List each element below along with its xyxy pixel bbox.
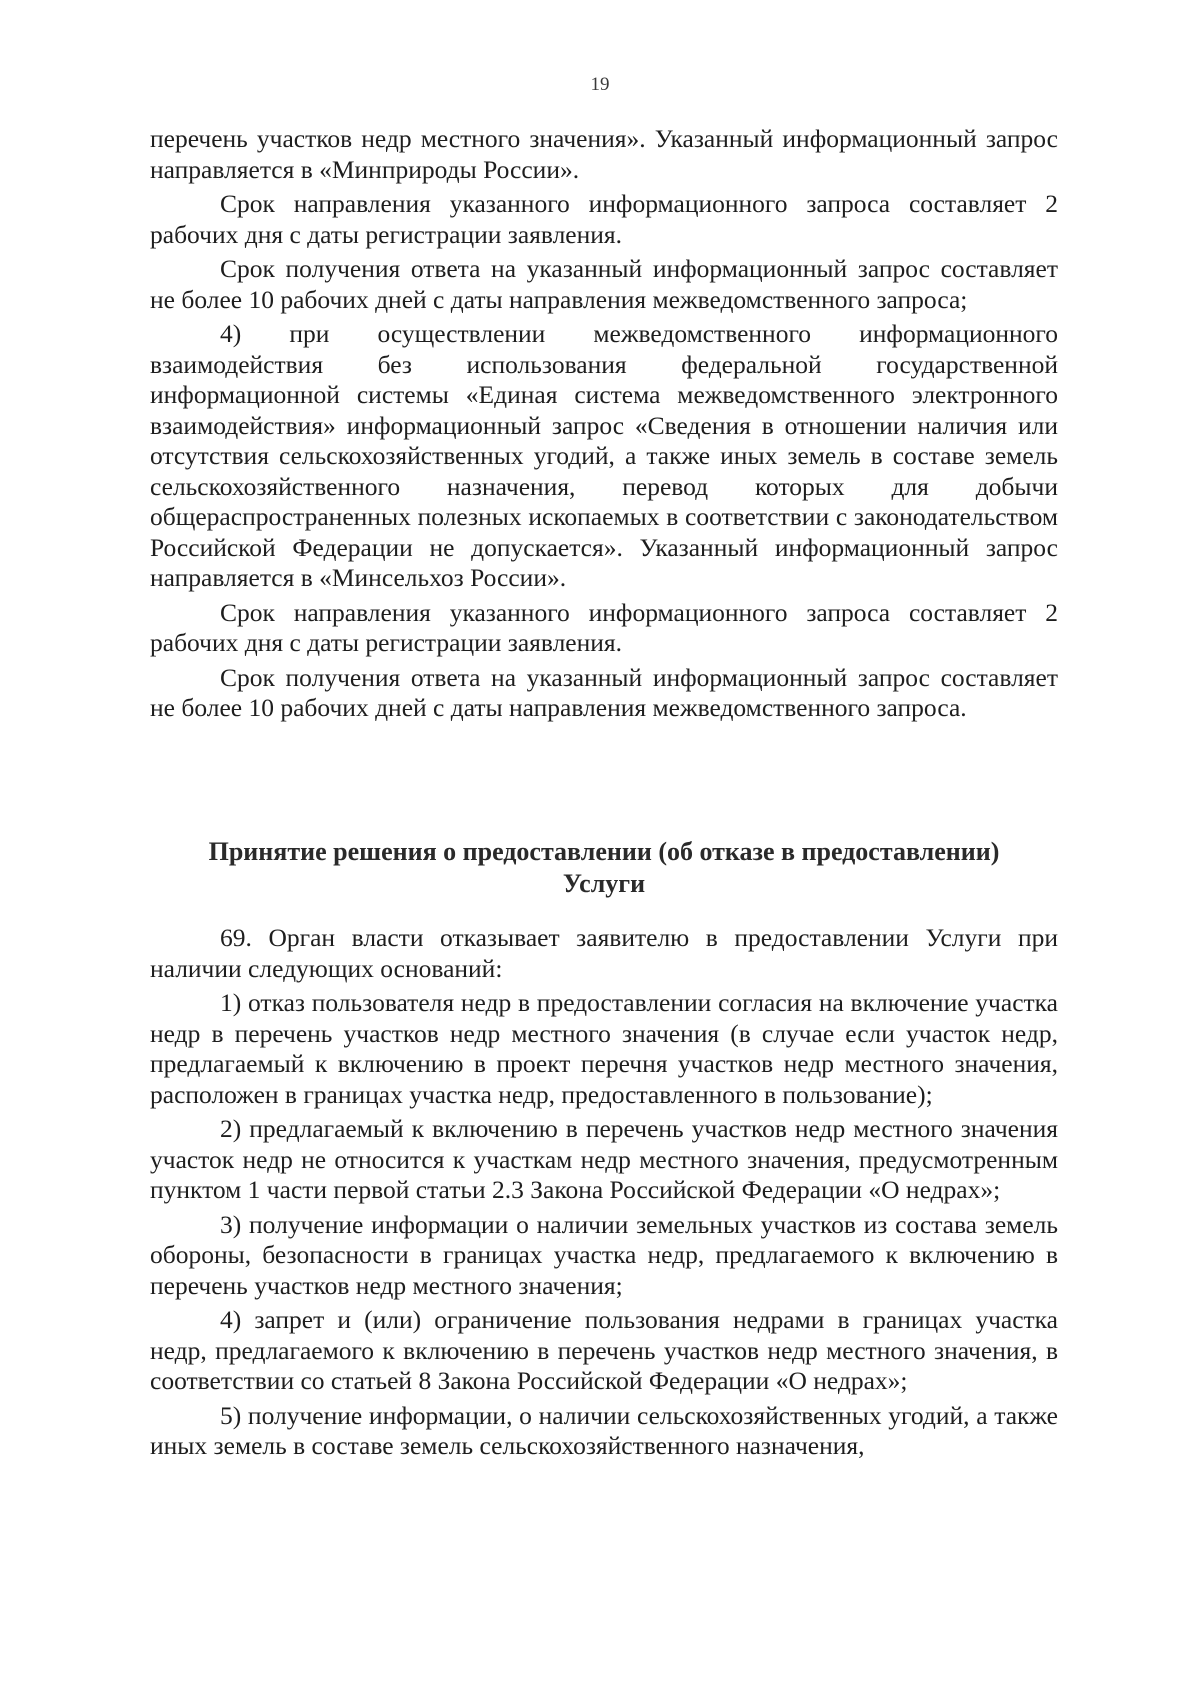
- bottom-text-block: [150, 923, 1058, 1466]
- section-heading: [150, 836, 1058, 900]
- list-item: 4) запрет и (или) ограничение пользования недрами в границах участка недр, предлагаемого к включению в перечень участков недр местного значения, в соответствии со статьей 8 Закона Российской Федерации «О недрах»;: [150, 1305, 1058, 1395]
- paragraph: 69. Орган власти отказывает заявителю в предоставлении Услуги при наличии следующих оснований:: [150, 923, 1058, 983]
- list-item: 5) получение информации, о наличии сельскохозяйственных угодий, а также иных земель в составе земель сельскохозяйственного назначения,: [150, 1400, 1058, 1460]
- section-heading-line: Услуги: [562, 869, 646, 898]
- paragraph: Срок получения ответа на указанный информационный запрос составляет не более 10 рабочих дней с даты направления межведомственного запроса;: [150, 254, 1058, 314]
- paragraph: Срок получения ответа на указанный информационный запрос составляет не более 10 рабочих дней с даты направления межведомственного запроса.: [150, 662, 1058, 722]
- paragraph: Срок направления указанного информационного запроса составляет 2 рабочих дня с даты регистрации заявления.: [150, 189, 1058, 249]
- list-item: 2) предлагаемый к включению в перечень участков недр местного значения участок недр не относится к участкам недр местного значения, предусмотренным пунктом 1 части первой статьи 2.3 Закона Российской Федерации «О недрах»;: [150, 1114, 1058, 1204]
- paragraph: Срок направления указанного информационного запроса составляет 2 рабочих дня с даты регистрации заявления.: [150, 597, 1058, 657]
- page-number: 19: [590, 74, 610, 95]
- paragraph: перечень участков недр местного значения». Указанный информационный запрос направляется в «Минприроды России».: [150, 124, 1058, 184]
- list-item: 1) отказ пользователя недр в предоставлении согласия на включение участка недр в перечень участков недр местного значения (в случае если участок недр, предлагаемый к включению в проект перечня участков недр местного значения, расположен в границах участка недр, предоставленного в пользование);: [150, 988, 1058, 1109]
- list-item: 3) получение информации о наличии земельных участков из состава земель обороны, безопасности в границах участка недр, предлагаемого к включению в перечень участков недр местного значения;: [150, 1209, 1058, 1300]
- top-text-block: [150, 124, 1058, 728]
- section-heading-line: Принятие решения о предоставлении (об отказе в предоставлении): [208, 837, 1000, 866]
- paragraph: 4) при осуществлении межведомственного информационного взаимодействия без использования федеральной государственной информационной системы «Единая система межведомственного электронного взаимодействия» информационный запрос «Сведения в отношении наличия или отсутствия сельскохозяйственных угодий, а также иных земель в составе земель сельскохозяйственного назначения, перевод которых для добычи общераспространенных полезных ископаемых в соответствии с законодательством Российской Федерации не допускается». Указанный информационный запрос направляется в «Минсельхоз России».: [150, 319, 1058, 592]
